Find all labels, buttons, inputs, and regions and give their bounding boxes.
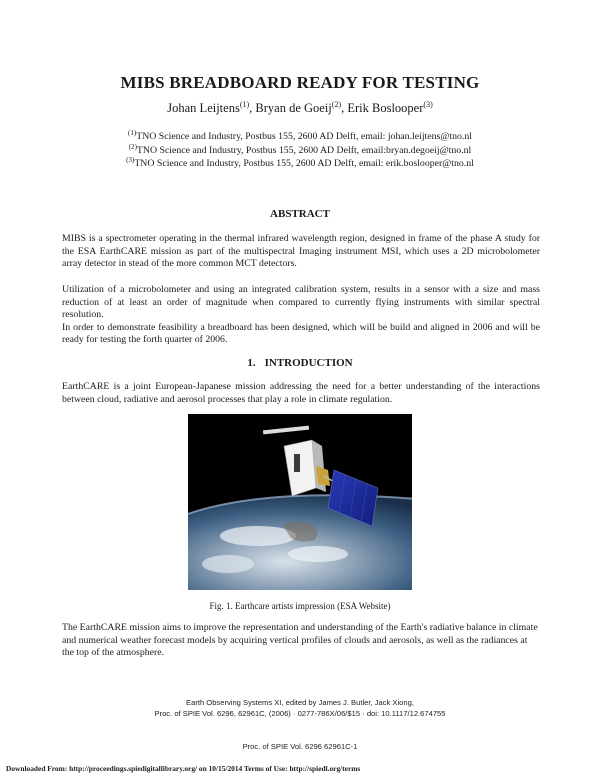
abstract-heading: ABSTRACT — [270, 208, 330, 220]
figure-caption: Fig. 1. Earthcare artists impression (ESA Website) — [209, 601, 391, 611]
intro-paragraph-text: EarthCARE is a joint European-Japanese mission addressing the need for a better understanding of the interactions between cloud, radiative and aerosol processes that play a role in climate regulation. — [62, 381, 540, 405]
affiliation-mark: (2) — [128, 142, 137, 151]
section-number: 1. — [247, 357, 256, 369]
abstract-paragraph-text: In order to demonstrate feasibility a breadboard has been designed, which will be build and aligned in 2006 and will be ready for testing the forth quarter of 2006. — [62, 321, 540, 345]
affiliation-line — [0, 144, 600, 158]
footer-citation — [0, 698, 600, 719]
intro-paragraph-text: The EarthCARE mission aims to improve the representation and understanding of the Earth's radiative balance in climate and numerical weather forecast models by acquiring vertical profiles of clouds and aerosols, as well as the radiances at the top of the atmosphere. — [62, 622, 538, 658]
intro-paragraph — [62, 381, 540, 406]
affiliation-line — [0, 157, 600, 171]
page-number: Proc. of SPIE Vol. 6296 62961C-1 — [242, 742, 358, 751]
section-title: INTRODUCTION — [264, 357, 353, 369]
affiliation-mark: (1) — [128, 129, 137, 137]
author-affil-mark: (2) — [331, 100, 342, 109]
cloud-patch — [202, 555, 254, 573]
abstract-paragraph — [62, 284, 540, 347]
satellite-instrument — [294, 454, 300, 472]
affiliation-list — [0, 130, 600, 171]
affiliation-mark: (3) — [126, 156, 135, 164]
earth-limb — [188, 495, 412, 590]
abstract-paragraph-text: Utilization of a microbolometer and using an integrated calibration system, results in a sensor with a size and mass reduction of at least an order of magnitude when compared to currently flying instruments with similar spectral resolution. — [62, 284, 540, 320]
author-affil-mark: (1) — [239, 100, 250, 109]
abstract-paragraph — [62, 233, 540, 271]
author-name: Bryan de Goeij — [255, 101, 332, 115]
author-affil-mark: (3) — [423, 100, 433, 109]
author-name: Erik Boslooper — [347, 101, 424, 115]
affiliation-text: TNO Science and Industry, Postbus 155, 2600 AD Delft, email:bryan.degoeij@tno.nl — [136, 144, 472, 156]
author-separator: , — [341, 101, 348, 115]
footer-citation-line: Earth Observing Systems XI, edited by James J. Butler, Jack Xiong, — [186, 698, 414, 707]
footer-citation-line: Proc. of SPIE Vol. 6296, 62961C, (2006) · 0277-786X/06/$15 · doi: 10.1117/12.674755 — [154, 708, 446, 718]
affiliation-text: TNO Science and Industry, Postbus 155, 2600 AD Delft, email: erik.boslooper@tno.nl — [134, 158, 474, 169]
author-name: Johan Leijtens — [167, 101, 240, 115]
download-notice: Downloaded From: http://proceedings.spiedigitallibrary.org/ on 10/15/2014 Terms of Use: http://spiedl.org/terms — [6, 764, 361, 773]
author-separator: , — [249, 101, 256, 115]
cloud-patch — [220, 526, 296, 546]
intro-paragraph — [62, 622, 540, 660]
author-list — [0, 101, 600, 116]
section-heading-introduction — [0, 357, 600, 369]
earthcare-figure-image — [188, 414, 412, 590]
affiliation-text: TNO Science and Industry, Postbus 155, 2600 AD Delft, email: johan.leijtens@tno.nl — [136, 131, 472, 142]
cloud-patch — [288, 546, 348, 562]
affiliation-line — [0, 130, 600, 144]
abstract-paragraph-text: MIBS is a spectrometer operating in the thermal infrared wavelength region, designed in frame of the phase A study for the ESA EarthCARE mission as part of the multispectral Imaging instrument MSI, which uses a 2D microbolometer array detector in stead of the more common MCT detectors. — [62, 233, 540, 269]
paper-title: MIBS BREADBOARD READY FOR TESTING — [120, 73, 480, 92]
